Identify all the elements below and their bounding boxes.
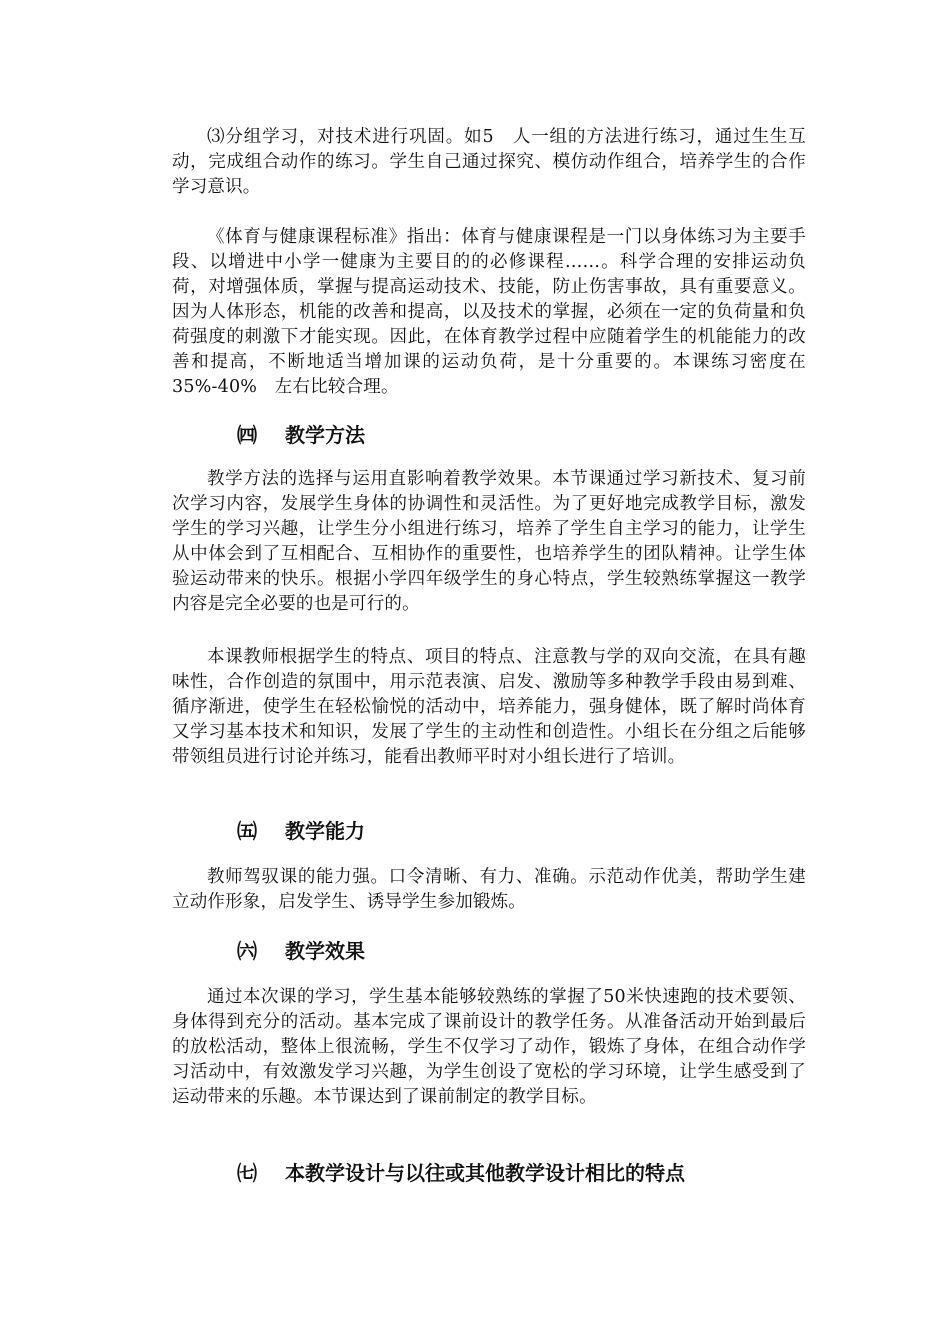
paragraph-teaching-ability: 教师驾驭课的能力强。口令清晰、有力、准确。示范动作优美，帮助学生建立动作形象，启发学生、诱导学生参加锻炼。 (172, 867, 806, 912)
heading-number: ㈥ (237, 939, 257, 963)
heading-title: 教学方法 (285, 423, 365, 447)
paragraph-teaching-effect: 通过本次课的学习，学生基本能够较熟练的掌握了50米快速跑的技术要领、身体得到充分的活动。基本完成了课前设计的教学任务。从准备活动开始到最后的放松活动，整体上很流畅，学生不仅学习了动作，锻炼了身体，在组合动作学习活动中，有效激发学习兴趣，为学生创设了宽松的学习环境，让学生感受到了运动带来的乐趣。本节课达到了课前制定的教学目标。 (172, 987, 806, 1107)
heading-title: 本教学设计与以往或其他教学设计相比的特点 (285, 1161, 685, 1185)
heading-design-features (237, 1159, 685, 1187)
paragraph-group-practice: ⑶分组学习，对技术进行巩固。如5 人一组的方法进行练习，通过生生互动，完成组合动作的练习。学生自己通过探究、模仿动作组合，培养学生的合作学习意识。 (172, 127, 806, 197)
paragraph-curriculum-standard: 《体育与健康课程标准》指出：体育与健康课程是一门以身体练习为主要手段、以增进中小学一健康为主要目的的必修课程……。科学合理的安排运动负荷，对增强体质，掌握与提高运动技术、技能，防止伤害事故，具有重要意义。因为人体形态，机能的改善和提高，以及技术的掌握，必须在一定的负荷量和负荷强度的刺激下才能实现。因此，在体育教学过程中应随着学生的机能能力的改善和提高，不断地适当增加课的运动负荷，是十分重要的。本课练习密度在 35%-40% 左右比较合理。 (172, 227, 824, 397)
heading-number: ㈤ (237, 819, 257, 843)
heading-teaching-effect (237, 937, 365, 965)
paragraph-teacher-approach: 本课教师根据学生的特点、项目的特点、注意教与学的双向交流，在具有趣味性，合作创造的氛围中，用示范表演、启发、激励等多种教学手段由易到难、循序渐进，使学生在轻松愉悦的活动中，培养能力，强身健体，既了解时尚体育又学习基本技术和知识，发展了学生的主动性和创造性。小组长在分组之后能够带领组员进行讨论并练习，能看出教师平时对小组长进行了培训。 (172, 647, 806, 767)
heading-title: 教学效果 (285, 939, 365, 963)
heading-teaching-ability (237, 817, 365, 845)
heading-title: 教学能力 (285, 819, 365, 843)
heading-teaching-methods (237, 421, 365, 449)
heading-number: ㈣ (237, 423, 257, 447)
heading-number: ㈦ (237, 1161, 257, 1185)
paragraph-teaching-methods: 教学方法的选择与运用直影响着教学效果。本节课通过学习新技术、复习前次学习内容，发展学生身体的协调性和灵活性。为了更好地完成教学目标，激发学生的学习兴趣，让学生分小组进行练习，培养了学生自主学习的能力，让学生从中体会到了互相配合、互相协作的重要性，也培养学生的团队精神。让学生体验运动带来的快乐。根据小学四年级学生的身心特点，学生较熟练掌握这一教学内容是完全必要的也是可行的。 (172, 469, 806, 614)
